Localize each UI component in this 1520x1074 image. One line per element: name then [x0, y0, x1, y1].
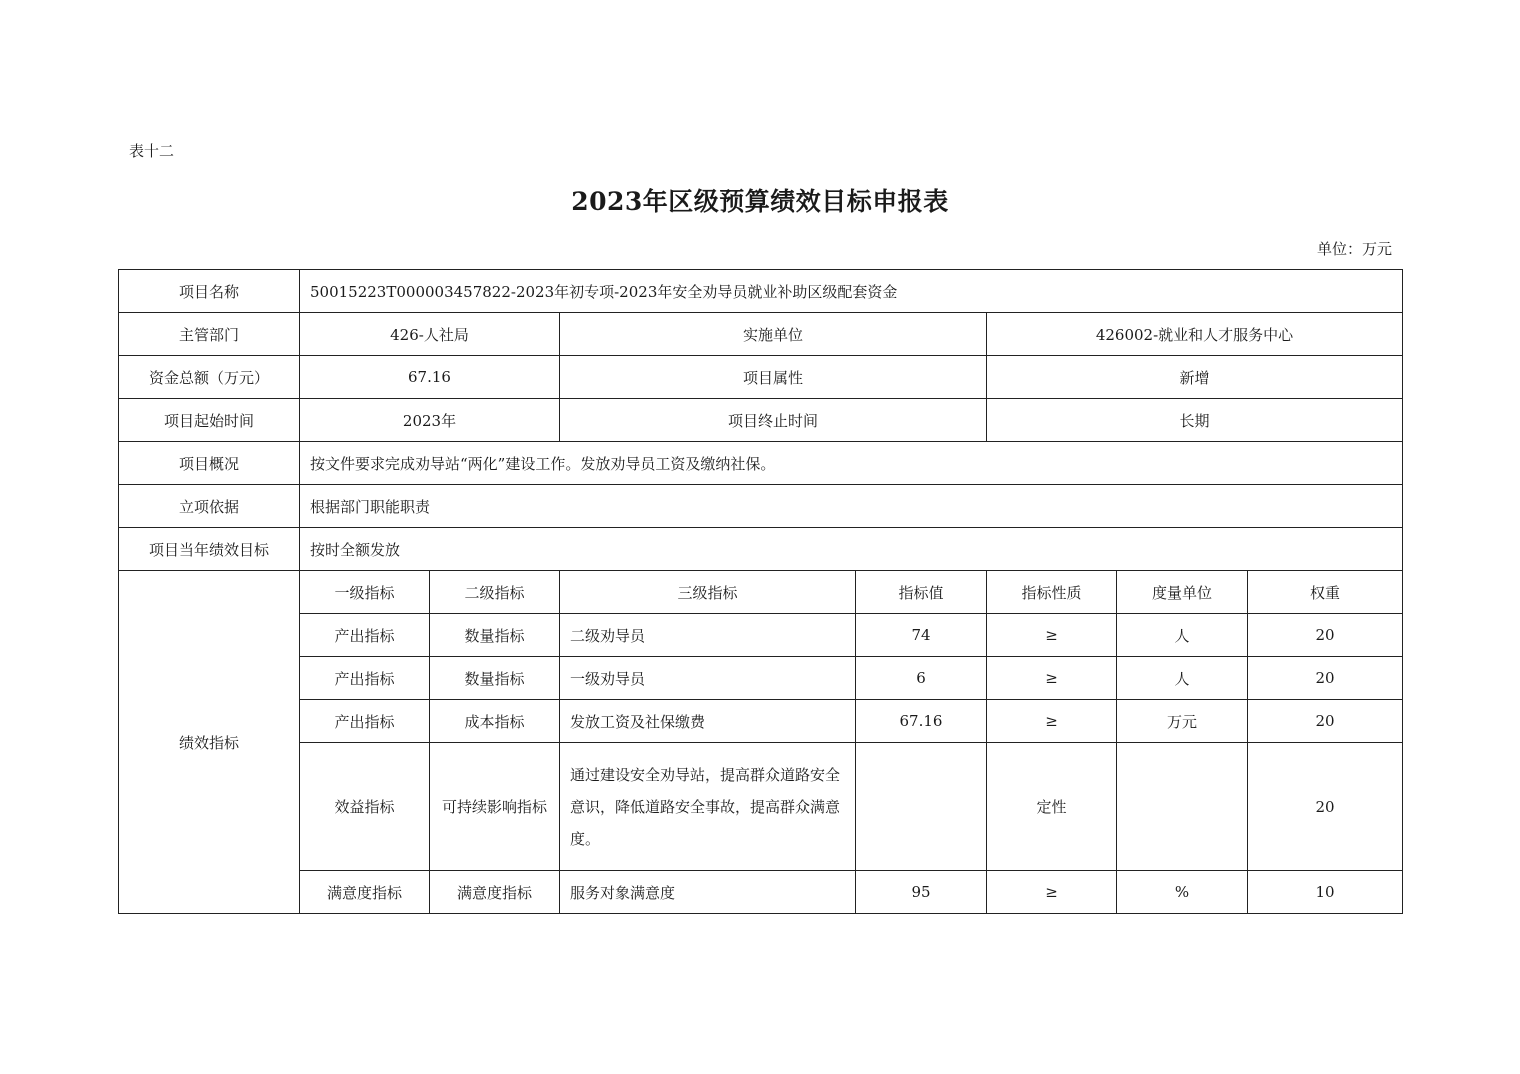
perf-cell: 20 — [1248, 657, 1403, 700]
table-row — [119, 313, 1403, 356]
overview-value: 按文件要求完成劝导站“两化”建设工作。发放劝导员工资及缴纳社保。 — [300, 442, 1403, 485]
table-row — [119, 528, 1403, 571]
perf-cell: 67.16 — [856, 700, 987, 743]
attr-label: 项目属性 — [560, 356, 987, 399]
table-row — [119, 485, 1403, 528]
table-row — [119, 270, 1403, 313]
table-row — [119, 442, 1403, 485]
perf-cell: ≥ — [987, 700, 1117, 743]
fund-label: 资金总额（万元） — [119, 356, 300, 399]
table-row — [119, 571, 1403, 614]
end-label: 项目终止时间 — [560, 399, 987, 442]
perf-cell: 10 — [1248, 871, 1403, 914]
goal-value: 按时全额发放 — [300, 528, 1403, 571]
perf-cell — [1117, 743, 1248, 871]
perf-cell: 满意度指标 — [430, 871, 560, 914]
basis-value: 根据部门职能职责 — [300, 485, 1403, 528]
perf-cell: ≥ — [987, 614, 1117, 657]
goal-label: 项目当年绩效目标 — [119, 528, 300, 571]
perf-cell: 定性 — [987, 743, 1117, 871]
perf-cell: 6 — [856, 657, 987, 700]
start-label: 项目起始时间 — [119, 399, 300, 442]
perf-cell: ≥ — [987, 657, 1117, 700]
table-row — [119, 657, 1403, 700]
perf-cell: 服务对象满意度 — [560, 871, 856, 914]
perf-header-cell: 一级指标 — [300, 571, 430, 614]
project-name-value: 50015223T000003457822-2023年初专项-2023年安全劝导员就业补助区级配套资金 — [300, 270, 1403, 313]
perf-cell — [856, 743, 987, 871]
table-row — [119, 871, 1403, 914]
table-number-label: 表十二 — [129, 142, 175, 160]
impl-unit-label: 实施单位 — [560, 313, 987, 356]
perf-cell: 效益指标 — [300, 743, 430, 871]
perf-cell: 产出指标 — [300, 700, 430, 743]
perf-cell: 95 — [856, 871, 987, 914]
perf-cell: 74 — [856, 614, 987, 657]
perf-header-cell: 二级指标 — [430, 571, 560, 614]
perf-header-cell: 指标值 — [856, 571, 987, 614]
perf-cell: 通过建设安全劝导站，提高群众道路安全意识，降低道路安全事故，提高群众满意度。 — [560, 743, 856, 871]
perf-section-label: 绩效指标 — [119, 571, 300, 914]
unit-label: 单位：万元 — [1316, 240, 1392, 258]
start-value: 2023年 — [300, 399, 560, 442]
perf-cell: 数量指标 — [430, 657, 560, 700]
table-row — [119, 399, 1403, 442]
perf-cell: 发放工资及社保缴费 — [560, 700, 856, 743]
perf-cell: ≥ — [987, 871, 1117, 914]
end-value: 长期 — [987, 399, 1403, 442]
table-row — [119, 356, 1403, 399]
perf-cell: 20 — [1248, 743, 1403, 871]
table-row — [119, 700, 1403, 743]
perf-cell: 满意度指标 — [300, 871, 430, 914]
attr-value: 新增 — [987, 356, 1403, 399]
impl-unit-value: 426002-就业和人才服务中心 — [987, 313, 1403, 356]
overview-label: 项目概况 — [119, 442, 300, 485]
table-row — [119, 614, 1403, 657]
perf-cell: 成本指标 — [430, 700, 560, 743]
perf-cell: 20 — [1248, 700, 1403, 743]
dept-value: 426-人社局 — [300, 313, 560, 356]
perf-cell: 万元 — [1117, 700, 1248, 743]
table-row — [119, 743, 1403, 871]
perf-cell: 20 — [1248, 614, 1403, 657]
perf-cell: % — [1117, 871, 1248, 914]
perf-header-cell: 三级指标 — [560, 571, 856, 614]
perf-cell: 数量指标 — [430, 614, 560, 657]
perf-cell: 产出指标 — [300, 657, 430, 700]
perf-header-cell: 权重 — [1248, 571, 1403, 614]
perf-cell: 产出指标 — [300, 614, 430, 657]
perf-cell: 可持续影响指标 — [430, 743, 560, 871]
perf-header-cell: 度量单位 — [1117, 571, 1248, 614]
perf-cell: 人 — [1117, 614, 1248, 657]
perf-cell: 二级劝导员 — [560, 614, 856, 657]
project-name-label: 项目名称 — [119, 270, 300, 313]
page-title: 2023年区级预算绩效目标申报表 — [571, 187, 949, 216]
dept-label: 主管部门 — [119, 313, 300, 356]
perf-cell: 一级劝导员 — [560, 657, 856, 700]
fund-value: 67.16 — [300, 356, 560, 399]
perf-cell: 人 — [1117, 657, 1248, 700]
basis-label: 立项依据 — [119, 485, 300, 528]
perf-header-cell: 指标性质 — [987, 571, 1117, 614]
budget-performance-table — [118, 269, 1403, 914]
